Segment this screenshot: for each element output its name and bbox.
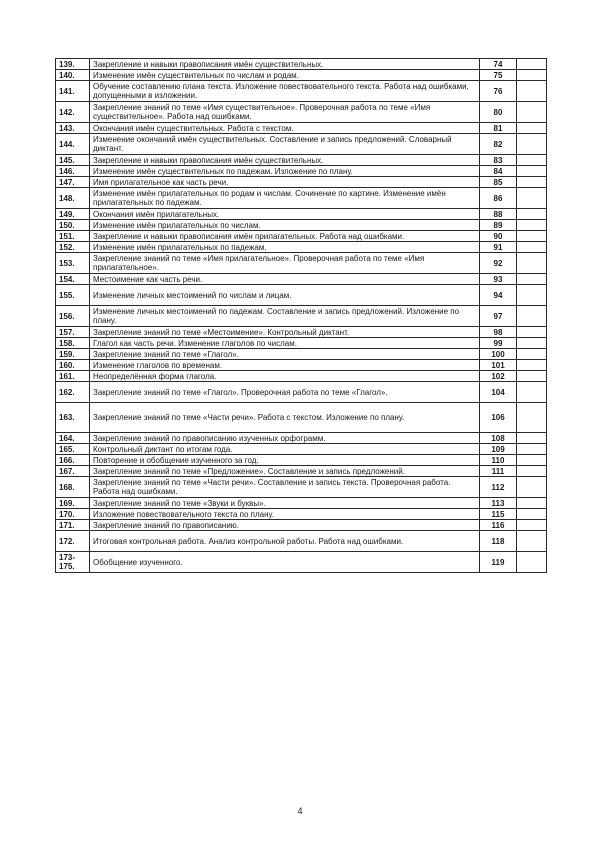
row-page: 101 <box>480 360 517 371</box>
row-number: 152. <box>56 242 90 253</box>
row-title: Окончания имён прилагательных. <box>90 209 480 220</box>
table-row <box>56 134 547 155</box>
table-row <box>56 155 547 166</box>
row-mark <box>517 477 547 498</box>
row-page: 109 <box>480 444 517 455</box>
row-page: 90 <box>480 231 517 242</box>
table-row <box>56 371 547 382</box>
table-row <box>56 403 547 433</box>
row-mark <box>517 327 547 338</box>
row-page: 76 <box>480 81 517 102</box>
row-mark <box>517 349 547 360</box>
table-row <box>56 433 547 444</box>
row-mark <box>517 102 547 123</box>
row-number: 141. <box>56 81 90 102</box>
row-title: Обучение составлению плана текста. Изложение повествовательного текста. Работа над ошибками, допущенными в изложении. <box>90 81 480 102</box>
row-number: 168. <box>56 477 90 498</box>
row-mark <box>517 403 547 433</box>
row-page: 100 <box>480 349 517 360</box>
row-number: 161. <box>56 371 90 382</box>
row-title: Местоимение как часть речи. <box>90 274 480 285</box>
row-mark <box>517 209 547 220</box>
row-title: Закрепление знаний по теме «Части речи». Работа с текстом. Изложение по плану. <box>90 403 480 433</box>
row-mark <box>517 509 547 520</box>
row-title: Контрольный диктант по итогам года. <box>90 444 480 455</box>
table-row <box>56 338 547 349</box>
table-row <box>56 177 547 188</box>
table-row <box>56 455 547 466</box>
row-number: 172. <box>56 531 90 552</box>
row-number: 158. <box>56 338 90 349</box>
row-number: 159. <box>56 349 90 360</box>
row-title: Обобщение изученного. <box>90 552 480 573</box>
row-mark <box>517 231 547 242</box>
row-page: 116 <box>480 520 517 531</box>
row-number: 164. <box>56 433 90 444</box>
table-row <box>56 59 547 70</box>
row-number: 157. <box>56 327 90 338</box>
row-mark <box>517 242 547 253</box>
row-page: 86 <box>480 188 517 209</box>
row-number: 145. <box>56 155 90 166</box>
table-row <box>56 552 547 573</box>
row-number: 146. <box>56 166 90 177</box>
row-page: 111 <box>480 466 517 477</box>
table-row <box>56 327 547 338</box>
row-title: Закрепление знаний по правописанию. <box>90 520 480 531</box>
row-number: 150. <box>56 220 90 231</box>
row-mark <box>517 70 547 81</box>
row-title: Закрепление знаний по теме «Звуки и буквы». <box>90 498 480 509</box>
row-page: 93 <box>480 274 517 285</box>
row-title: Изменение окончаний имён существительных. Составление и запись предложений. Словарный диктант. <box>90 134 480 155</box>
table-row <box>56 306 547 327</box>
row-title: Итоговая контрольная работа. Анализ контрольной работы. Работа над ошибками. <box>90 531 480 552</box>
row-page: 112 <box>480 477 517 498</box>
row-number: 149. <box>56 209 90 220</box>
table-row <box>56 360 547 371</box>
row-mark <box>517 371 547 382</box>
row-mark <box>517 531 547 552</box>
row-page: 80 <box>480 102 517 123</box>
row-mark <box>517 220 547 231</box>
row-page: 97 <box>480 306 517 327</box>
table-row <box>56 70 547 81</box>
row-number: 171. <box>56 520 90 531</box>
row-title: Закрепление и навыки правописания имён прилагательных. Работа над ошибками. <box>90 231 480 242</box>
table-row <box>56 274 547 285</box>
table-row <box>56 466 547 477</box>
row-mark <box>517 338 547 349</box>
row-mark <box>517 274 547 285</box>
row-mark <box>517 498 547 509</box>
row-mark <box>517 123 547 134</box>
row-mark <box>517 360 547 371</box>
table-row <box>56 382 547 403</box>
row-title: Изменение имён существительных по падежам. Изложение по плану. <box>90 166 480 177</box>
row-page: 104 <box>480 382 517 403</box>
table-row <box>56 123 547 134</box>
row-page: 82 <box>480 134 517 155</box>
row-title: Глагол как часть речи. Изменение глаголов по числам. <box>90 338 480 349</box>
row-mark <box>517 444 547 455</box>
row-number: 144. <box>56 134 90 155</box>
row-number: 162. <box>56 382 90 403</box>
page-number: 4 <box>297 806 303 816</box>
row-title: Закрепление и навыки правописания имён существительных. <box>90 59 480 70</box>
row-page: 89 <box>480 220 517 231</box>
table-row <box>56 509 547 520</box>
row-title: Закрепление и навыки правописания имён существительных. <box>90 155 480 166</box>
table-row <box>56 242 547 253</box>
row-title: Изменение имён существительных по числам и родам. <box>90 70 480 81</box>
row-page: 98 <box>480 327 517 338</box>
row-page: 85 <box>480 177 517 188</box>
row-page: 94 <box>480 285 517 306</box>
table-row <box>56 231 547 242</box>
row-mark <box>517 520 547 531</box>
table-row <box>56 444 547 455</box>
row-title: Закрепление знаний по правописанию изученных орфограмм. <box>90 433 480 444</box>
row-number: 165. <box>56 444 90 455</box>
table-row <box>56 520 547 531</box>
row-title: Закрепление знаний по теме «Предложение». Составление и запись предложений. <box>90 466 480 477</box>
row-page: 81 <box>480 123 517 134</box>
row-number: 155. <box>56 285 90 306</box>
row-page: 108 <box>480 433 517 444</box>
row-number: 143. <box>56 123 90 134</box>
table-row <box>56 102 547 123</box>
table-row <box>56 220 547 231</box>
row-number: 166. <box>56 455 90 466</box>
row-mark <box>517 306 547 327</box>
row-number: 147. <box>56 177 90 188</box>
toc-table <box>55 58 547 573</box>
row-title: Изменение имён прилагательных по родам и числам. Сочинение по картине. Изменение имён прилагательных по падежам. <box>90 188 480 209</box>
table-row <box>56 253 547 274</box>
row-mark <box>517 81 547 102</box>
row-number: 139. <box>56 59 90 70</box>
row-mark <box>517 177 547 188</box>
row-number: 154. <box>56 274 90 285</box>
row-title: Изложение повествовательного текста по плану. <box>90 509 480 520</box>
row-mark <box>517 155 547 166</box>
row-page: 84 <box>480 166 517 177</box>
row-page: 83 <box>480 155 517 166</box>
row-mark <box>517 166 547 177</box>
row-page: 75 <box>480 70 517 81</box>
row-page: 115 <box>480 509 517 520</box>
row-page: 91 <box>480 242 517 253</box>
row-title: Изменение личных местоимений по числам и лицам. <box>90 285 480 306</box>
row-number: 173- 175. <box>56 552 90 573</box>
row-title: Изменение глаголов по временам. <box>90 360 480 371</box>
row-title: Повторение и обобщение изученного за год. <box>90 455 480 466</box>
row-title: Неопределённая форма глагола. <box>90 371 480 382</box>
row-number: 142. <box>56 102 90 123</box>
row-mark <box>517 382 547 403</box>
table-row <box>56 166 547 177</box>
toc-body <box>56 59 547 573</box>
row-page: 74 <box>480 59 517 70</box>
row-title: Имя прилагательное как часть речи. <box>90 177 480 188</box>
row-number: 169. <box>56 498 90 509</box>
row-title: Закрепление знаний по теме «Глагол». Проверочная работа по теме «Глагол». <box>90 382 480 403</box>
row-page: 118 <box>480 531 517 552</box>
row-page: 88 <box>480 209 517 220</box>
row-page: 110 <box>480 455 517 466</box>
row-number: 153. <box>56 253 90 274</box>
row-title: Изменение имён прилагательных по числам. <box>90 220 480 231</box>
row-title: Изменение личных местоимений по падежам. Составление и запись предложений. Изложение по плану. <box>90 306 480 327</box>
row-number: 160. <box>56 360 90 371</box>
row-title: Закрепление знаний по теме «Местоимение». Контрольный диктант. <box>90 327 480 338</box>
table-row <box>56 498 547 509</box>
row-number: 163. <box>56 403 90 433</box>
row-page: 99 <box>480 338 517 349</box>
row-mark <box>517 188 547 209</box>
table-row <box>56 477 547 498</box>
row-mark <box>517 552 547 573</box>
table-row <box>56 285 547 306</box>
table-row <box>56 531 547 552</box>
table-row <box>56 349 547 360</box>
row-mark <box>517 285 547 306</box>
table-row <box>56 188 547 209</box>
row-mark <box>517 59 547 70</box>
row-mark <box>517 134 547 155</box>
table-row <box>56 81 547 102</box>
row-number: 148. <box>56 188 90 209</box>
row-title: Закрепление знаний по теме «Имя существительное». Проверочная работа по теме «Имя существительное». Работа над ошибками. <box>90 102 480 123</box>
row-page: 119 <box>480 552 517 573</box>
row-mark <box>517 253 547 274</box>
row-title: Закрепление знаний по теме «Имя прилагательное». Проверочная работа по теме «Имя прилагательное». <box>90 253 480 274</box>
row-title: Закрепление знаний по теме «Глагол». <box>90 349 480 360</box>
row-mark <box>517 466 547 477</box>
table-row <box>56 209 547 220</box>
row-page: 106 <box>480 403 517 433</box>
row-number: 156. <box>56 306 90 327</box>
row-number: 140. <box>56 70 90 81</box>
row-number: 167. <box>56 466 90 477</box>
row-number: 170. <box>56 509 90 520</box>
row-page: 102 <box>480 371 517 382</box>
row-title: Закрепление знаний по теме «Части речи». Составление и запись текста. Проверочная работа. Работа над ошибками. <box>90 477 480 498</box>
row-mark <box>517 455 547 466</box>
row-page: 113 <box>480 498 517 509</box>
row-title: Окончания имён существительных. Работа с текстом. <box>90 123 480 134</box>
row-page: 92 <box>480 253 517 274</box>
row-title: Изменение имён прилагательных по падежам. <box>90 242 480 253</box>
row-mark <box>517 433 547 444</box>
row-number: 151. <box>56 231 90 242</box>
